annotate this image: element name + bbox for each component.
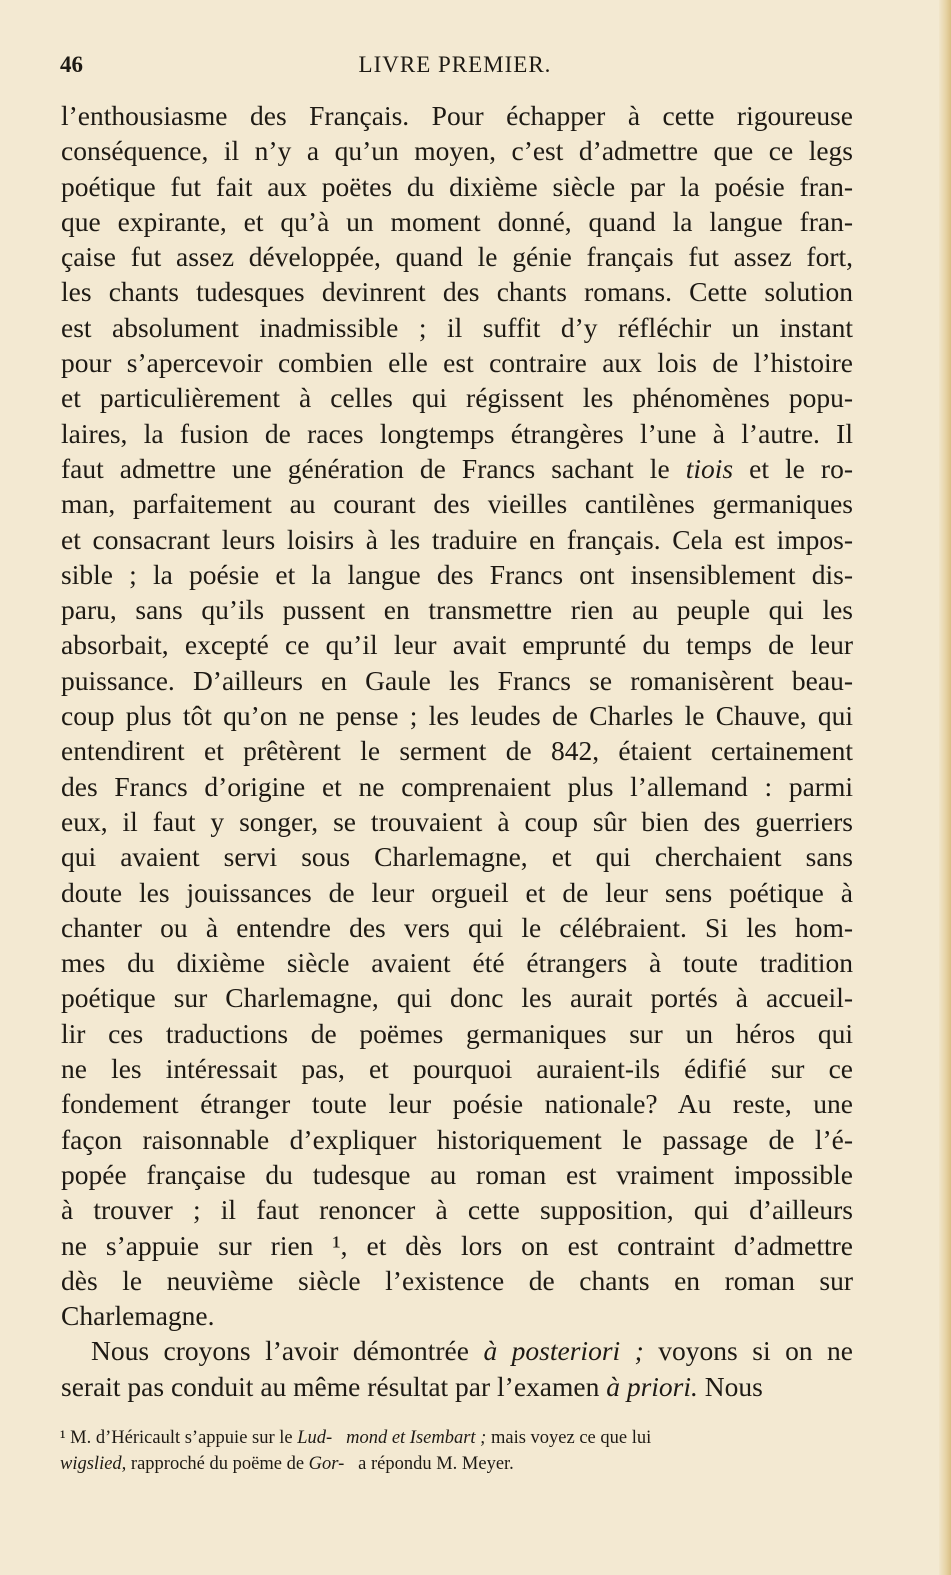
text-line: coup plus tôt qu’on ne pense ; les leudes de Charles le Chauve, qui xyxy=(61,700,853,732)
text-line: et particulièrement à celles qui régissent les phénomènes popu- xyxy=(61,382,853,414)
text-line: faut admettre une génération de Francs sachant le tiois et le ro- xyxy=(61,452,853,484)
text-line: pour s’apercevoir combien elle est contraire aux lois de l’histoire xyxy=(61,347,853,379)
text-line: doute les jouissances de leur orgueil et de leur sens poétique à xyxy=(61,876,853,908)
text-line: que expirante, et qu’à un moment donné, quand la langue fran- xyxy=(61,205,853,237)
text-line: laires, la fusion de races longtemps étrangères l’une à l’autre. Il xyxy=(61,417,853,449)
text-line: man, parfaitement au courant des vieilles cantilènes germaniques xyxy=(61,488,853,520)
text-line: dès le neuvième siècle l’existence de chants en roman sur xyxy=(61,1264,853,1296)
text-line: fondement étranger toute leur poésie nationale? Au reste, une xyxy=(61,1088,853,1120)
text-line: les chants tudesques devinrent des chants romans. Cette solution xyxy=(61,276,853,308)
page-edge xyxy=(939,0,951,1575)
text-line: popée française du tudesque au roman est vraiment impossible xyxy=(61,1158,853,1190)
text-line: poétique fut fait aux poëtes du dixième siècle par la poésie fran- xyxy=(61,170,853,202)
text-line: Charlemagne. xyxy=(61,1300,215,1332)
text-line: absorbait, excepté ce qu’il leur avait emprunté du temps de leur xyxy=(61,629,853,661)
running-head: LIVRE PREMIER. xyxy=(358,52,552,77)
body-text xyxy=(61,98,853,1404)
text-line: entendirent et prêtèrent le serment de 842, étaient certainement xyxy=(61,735,853,767)
text-line: est absolument inadmissible ; il suffit d’y réfléchir un instant xyxy=(61,311,853,343)
footnote-line: wigslied, rapproché du poëme de Gor- a répondu M. Meyer. xyxy=(60,1454,514,1474)
page-number: 46 xyxy=(60,52,83,77)
text-line: et consacrant leurs loisirs à les traduire en français. Cela est impos- xyxy=(61,523,853,555)
text-line: mes du dixième siècle avaient été étrangers à toute tradition xyxy=(61,947,853,979)
text-line: conséquence, il n’y a qu’un moyen, c’est d’admettre que ce legs xyxy=(61,135,853,167)
text-line: puissance. D’ailleurs en Gaule les Francs se romanisèrent beau- xyxy=(61,664,853,696)
text-line: ne les intéressait pas, et pourquoi auraient-ils édifié sur ce xyxy=(61,1053,853,1085)
text-line: paru, sans qu’ils pussent en transmettre rien au peuple qui les xyxy=(61,594,853,626)
text-line: eux, il faut y songer, se trouvaient à coup sûr bien des guerriers xyxy=(61,805,853,837)
text-line: qui avaient servi sous Charlemagne, et qui cherchaient sans xyxy=(61,841,853,873)
footnote-line: ¹ M. d’Héricault s’appuie sur le Lud- mond et Isembart ; mais voyez ce que lui xyxy=(60,1428,652,1448)
footnote xyxy=(60,1425,852,1477)
text-line: poétique sur Charlemagne, qui donc les aurait portés à accueil- xyxy=(61,982,853,1014)
text-line: sible ; la poésie et la langue des Francs ont insensiblement dis- xyxy=(61,558,853,590)
text-line: l’enthousiasme des Français. Pour échapper à cette rigoureuse xyxy=(61,100,853,131)
text-line: serait pas conduit au même résultat par l’examen à priori. Nous xyxy=(61,1370,763,1402)
page-header xyxy=(60,52,850,82)
text-line: des Francs d’origine et ne comprenaient plus l’allemand : parmi xyxy=(61,770,853,802)
text-line: à trouver ; il faut renoncer à cette supposition, qui d’ailleurs xyxy=(61,1194,853,1226)
text-line: Nous croyons l’avoir démontrée à posteriori ; voyons si on ne xyxy=(91,1335,854,1367)
text-line: çaise fut assez développée, quand le génie français fut assez fort, xyxy=(61,241,853,273)
text-line: lir ces traductions de poëmes germaniques sur un héros qui xyxy=(61,1017,853,1049)
text-line: ne s’appuie sur rien ¹, et dès lors on est contraint d’admettre xyxy=(61,1229,853,1261)
text-line: façon raisonnable d’expliquer historiquement le passage de l’é- xyxy=(61,1123,853,1155)
text-line: chanter ou à entendre des vers qui le célébraient. Si les hom- xyxy=(61,911,853,943)
